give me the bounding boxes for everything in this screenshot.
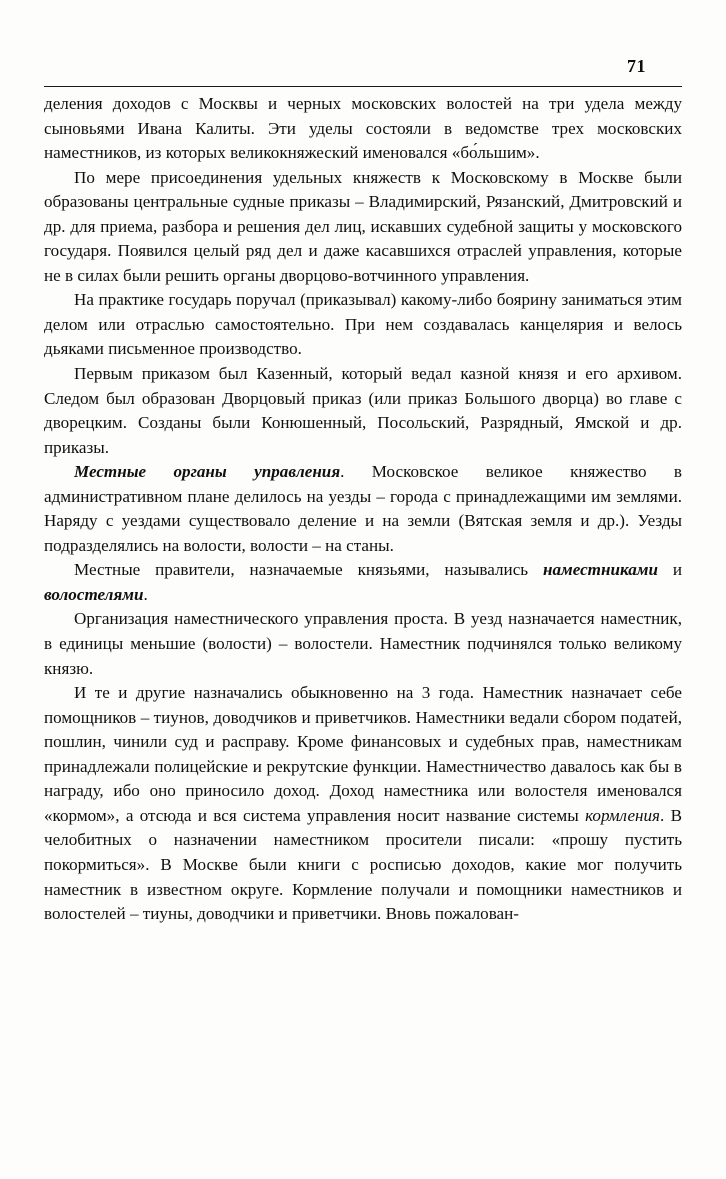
text-run: . В челобитных о назначении наместником просители писали: «прошу пустить покормиться». В Москве были книги с росписью доходов, какие мог получить наместник в известном округе. Кормление получали и помощники наместников и волостелей – тиуны, доводчики и приветчики. Вновь пожалован- xyxy=(44,805,682,924)
paragraph xyxy=(44,558,682,607)
emphasis-run: волостелями xyxy=(44,584,144,604)
paragraph xyxy=(44,166,682,289)
page-body-text xyxy=(44,92,682,927)
paragraph xyxy=(44,681,682,926)
text-run: и xyxy=(657,560,682,580)
text-run: И те и другие назначались обыкновенно на 3 года. Наместник назначает себе помощников – тиунов, доводчиков и приветчиков. Наместники ведали сбором податей, пошлин, чинили суд и расправу. Кроме финансовых и судебных прав, наместникам принадлежали полицейские и рекрутские функции. Наместничество давалось как бы в награду, ибо оно приносило доход. Доход наместника или волостеля именовался «кормом», а отсюда и вся система управления носит название системы xyxy=(44,683,682,825)
emphasis-run: кормления xyxy=(585,805,660,825)
paragraph xyxy=(44,92,682,166)
emphasis-run: наместниками xyxy=(542,560,658,580)
text-run: Организация наместнического управления проста. В уезд назначается наместник, в единицы меньшие (волости) – волостели. Наместник подчинялся только великому князю. xyxy=(44,609,682,678)
text-run: деления доходов с Москвы и черных московских волостей на три удела между сыновьями Ивана Калиты. Эти уделы состояли в ведомстве трех московских наместников, из которых великокняжеский именовался «бо́льшим». xyxy=(44,94,682,163)
text-run: . xyxy=(143,584,148,604)
paragraph xyxy=(44,288,682,362)
page-number: 71 xyxy=(627,56,646,76)
header-rule xyxy=(44,86,682,87)
text-run: На практике государь поручал (приказывал) какому-либо боярину заниматься этим делом или отраслью самостоятельно. При нем создавалась канцелярия и велось дьяками письменное производство. xyxy=(44,290,682,359)
text-run: По мере присоединения удельных княжеств к Московскому в Москве были образованы центральные судные приказы – Владимирский, Рязанский, Дмитровский и др. для приема, разбора и решения дел лиц, искавших судебной защиты у московского государя. Появился целый ряд дел и даже касавшихся отраслей управления, которые не в силах были решить органы дворцово-вотчинного управления. xyxy=(44,167,682,285)
text-run: . Московское великое княжество в административном плане делилось на уезды – города с принадлежащими им землями. Наряду с уездами существовало деление и на земли (Вятская земля и др.). Уезды подразделялись на волости, волости – на станы. xyxy=(44,462,682,555)
text-run: Местные правители, назначаемые князьями, назывались xyxy=(74,560,543,580)
paragraph xyxy=(44,460,682,558)
paragraph xyxy=(44,607,682,681)
text-run: Первым приказом был Казенный, который ведал казной князя и его архивом. Следом был образован Дворцовый приказ (или приказ Большого дворца) во главе с дворецким. Созданы были Конюшенный, Посольский, Разрядный, Ямской и др. приказы. xyxy=(44,364,682,457)
paragraph xyxy=(44,362,682,460)
emphasis-run: Местные органы управления xyxy=(74,462,341,482)
